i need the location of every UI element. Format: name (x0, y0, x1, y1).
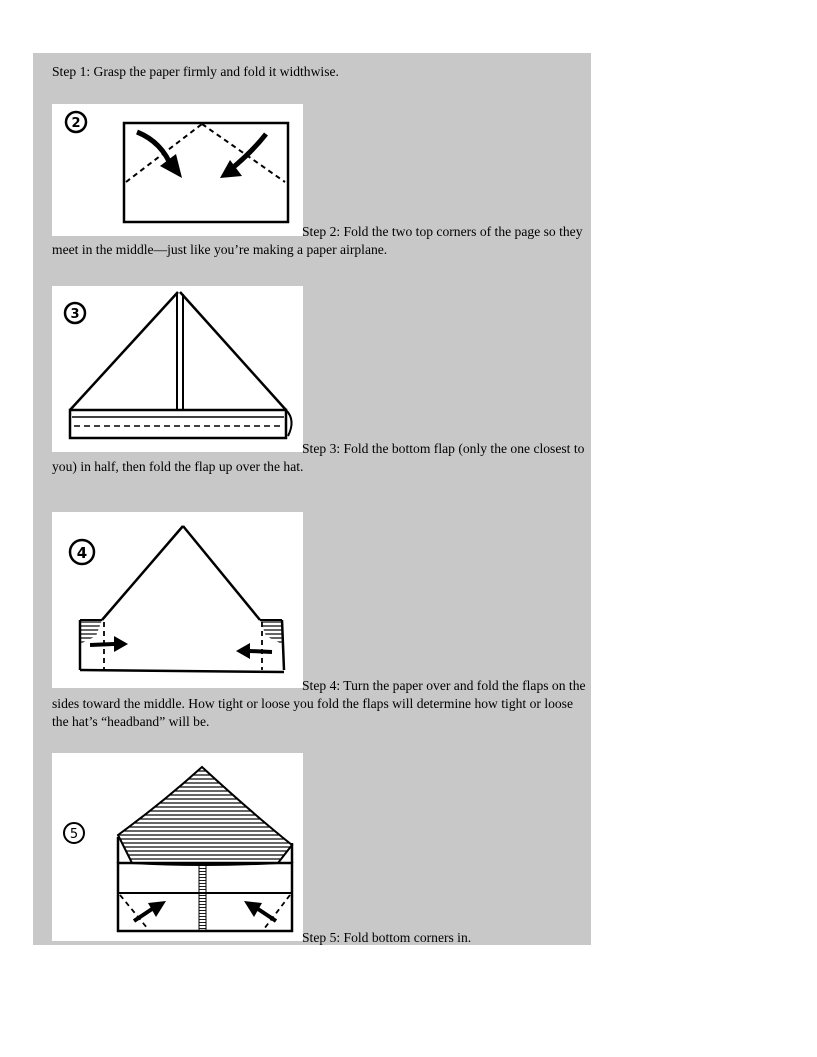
step-3-illustration (52, 286, 303, 452)
step-5-text: Step 5: Fold bottom corners in. (302, 930, 472, 945)
instructions-panel (33, 53, 591, 945)
step-2-text: Step 2: Fold the two top corners of the page so they meet in the middle—just like you’re making a paper airplane. (52, 224, 583, 257)
figure-4-number: 4 (76, 544, 88, 562)
step-4-text: Step 4: Turn the paper over and fold the flaps on the sides toward the middle. How tight or loose you fold the flaps will determine how tight or loose the hat’s “headband” will be. (52, 678, 586, 729)
figure-2-number: 2 (71, 116, 81, 131)
step-1-text: Step 1: Grasp the paper firmly and fold it widthwise. (52, 64, 339, 79)
figure-5-number: 5 (69, 827, 79, 842)
step-3-text: Step 3: Fold the bottom flap (only the one closest to you) in half, then fold the flap up over the hat. (52, 441, 585, 474)
step-2-illustration (52, 104, 303, 236)
step-5-illustration (52, 753, 303, 941)
figure-3-number: 3 (70, 307, 80, 322)
step-4-illustration (52, 512, 303, 688)
